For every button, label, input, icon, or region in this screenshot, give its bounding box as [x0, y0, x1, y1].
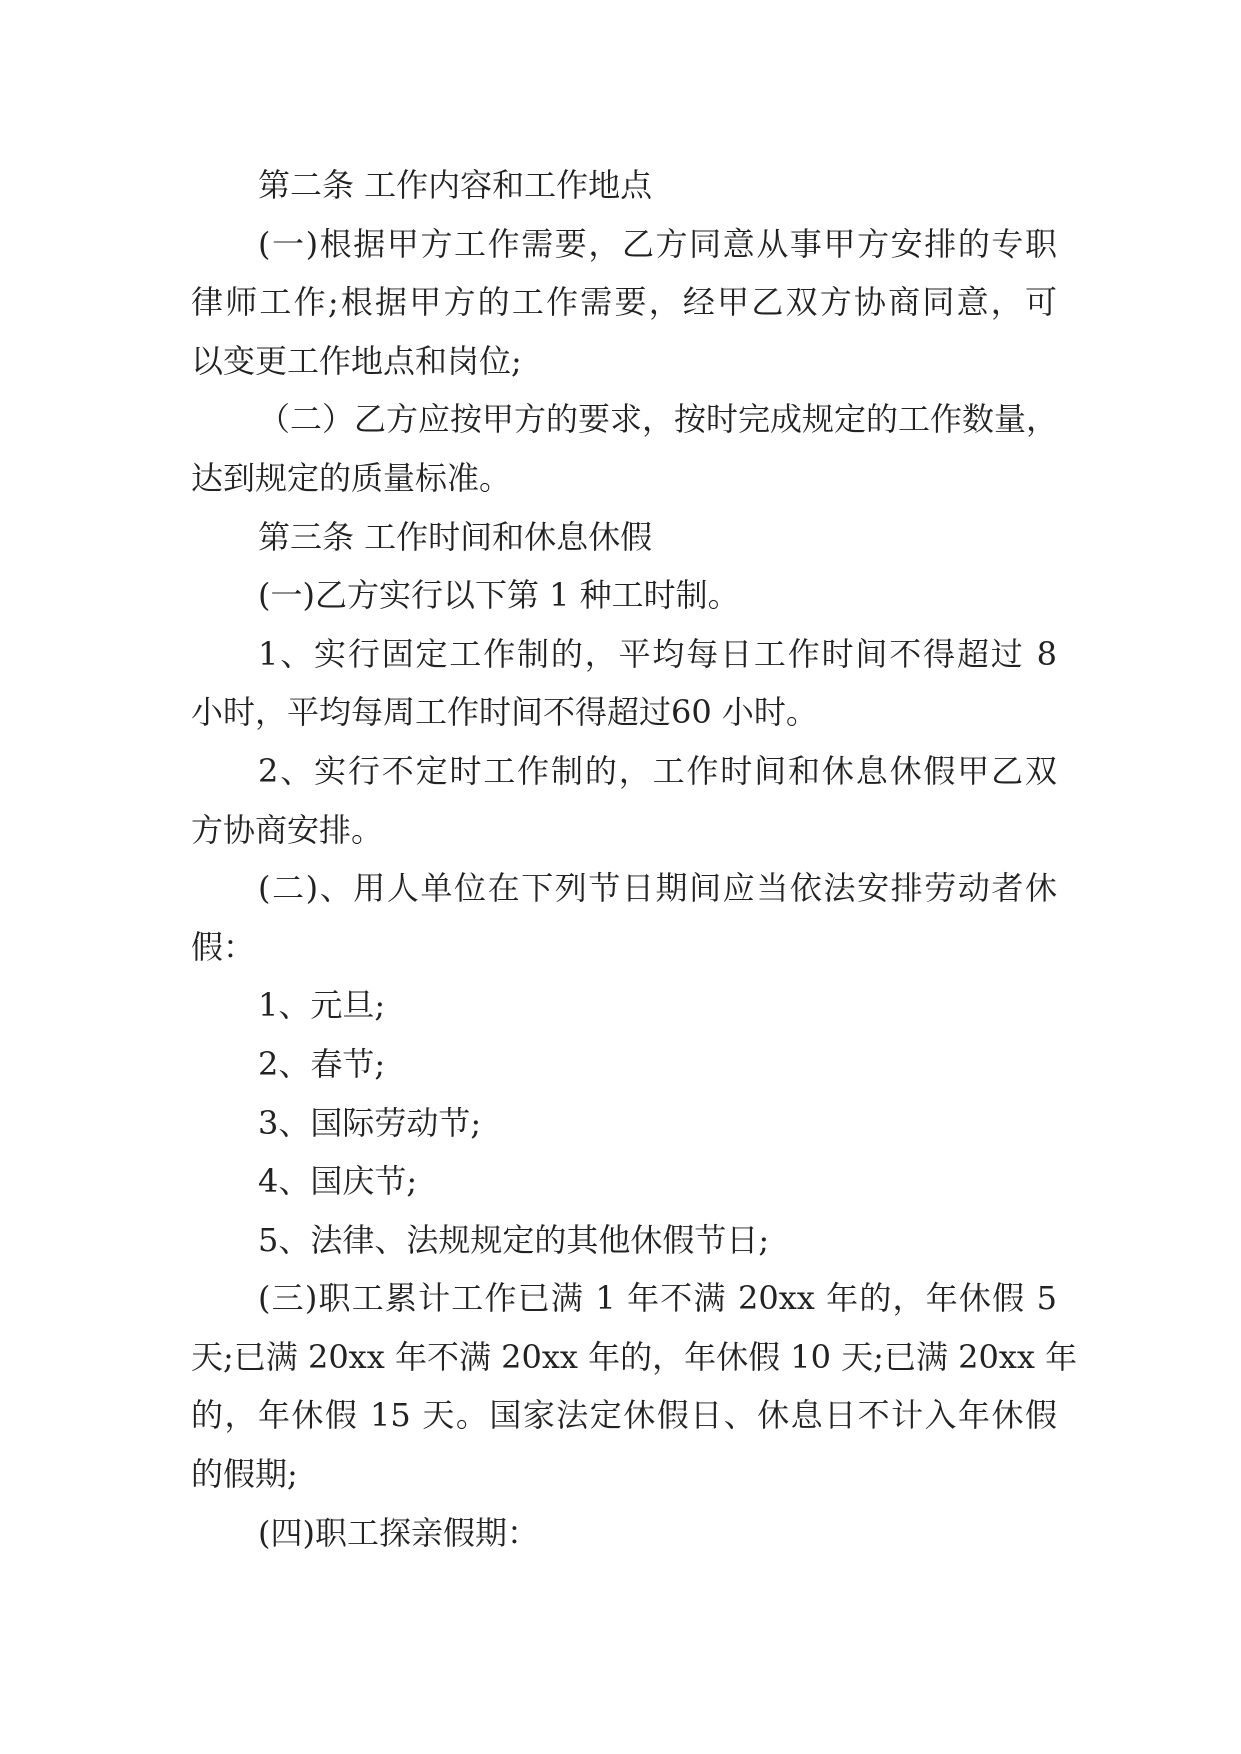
paragraph-line: (一)乙方实行以下第 1 种工时制。	[258, 576, 740, 615]
paragraph-line: 达到规定的质量标准。	[191, 458, 512, 497]
paragraph	[191, 1269, 1078, 1503]
paragraph-line: 天;已满 20xx 年不满 20xx 年的，年休假 10 天;已满 20xx 年	[191, 1337, 1078, 1376]
paragraph	[191, 215, 1057, 391]
list-item	[191, 742, 1057, 859]
paragraph-line: 的假期;	[191, 1455, 298, 1494]
paragraph-line: 第三条 工作时间和休息休假	[258, 517, 653, 556]
paragraph	[191, 859, 1057, 976]
paragraph	[191, 566, 1057, 625]
paragraph-line: 5、法律、法规规定的其他休假节日;	[258, 1220, 770, 1259]
list-item	[191, 1152, 1057, 1211]
paragraph-line: 以变更工作地点和岗位;	[191, 341, 522, 380]
paragraph-line: 1、元旦;	[258, 986, 386, 1025]
paragraph-line: 2、实行不定时工作制的，工作时间和休息休假甲乙双	[258, 751, 1057, 790]
paragraph-line: 2、春节;	[258, 1044, 386, 1083]
paragraph	[191, 1504, 1057, 1563]
paragraph-line: 小时，平均每周工作时间不得超过60 小时。	[191, 693, 818, 732]
paragraph-line: (一)根据甲方工作需要，乙方同意从事甲方安排的专职	[258, 224, 1057, 263]
list-item	[191, 625, 1057, 742]
paragraph-line: 假：	[191, 927, 256, 966]
article-heading	[191, 508, 1057, 567]
paragraph-line: 律师工作;根据甲方的工作需要，经甲乙双方协商同意，可	[191, 283, 1057, 322]
paragraph-line: (四)职工探亲假期：	[258, 1513, 539, 1552]
list-item	[191, 1094, 1057, 1153]
paragraph-line: 方协商安排。	[191, 810, 384, 849]
document-body	[191, 156, 1078, 1562]
paragraph-line: 4、国庆节;	[258, 1162, 418, 1201]
paragraph	[191, 390, 1057, 507]
paragraph-line: (三)职工累计工作已满 1 年不满 20xx 年的，年休假 5	[258, 1279, 1057, 1318]
paragraph-line: 3、国际劳动节;	[258, 1103, 482, 1142]
paragraph-line: 第二条 工作内容和工作地点	[258, 166, 653, 204]
list-item	[191, 1035, 1057, 1094]
article-heading	[191, 156, 1057, 215]
paragraph-line: (二)、用人单位在下列节日期间应当依法安排劳动者休	[258, 869, 1057, 908]
paragraph-line: 1、实行固定工作制的，平均每日工作时间不得超过 8	[258, 634, 1057, 673]
list-item	[191, 1211, 1057, 1270]
paragraph-line: 的，年休假 15 天。国家法定休假日、休息日不计入年休假	[191, 1396, 1057, 1435]
list-item	[191, 976, 1057, 1035]
paragraph-line: （二）乙方应按甲方的要求，按时完成规定的工作数量，	[258, 400, 1059, 439]
